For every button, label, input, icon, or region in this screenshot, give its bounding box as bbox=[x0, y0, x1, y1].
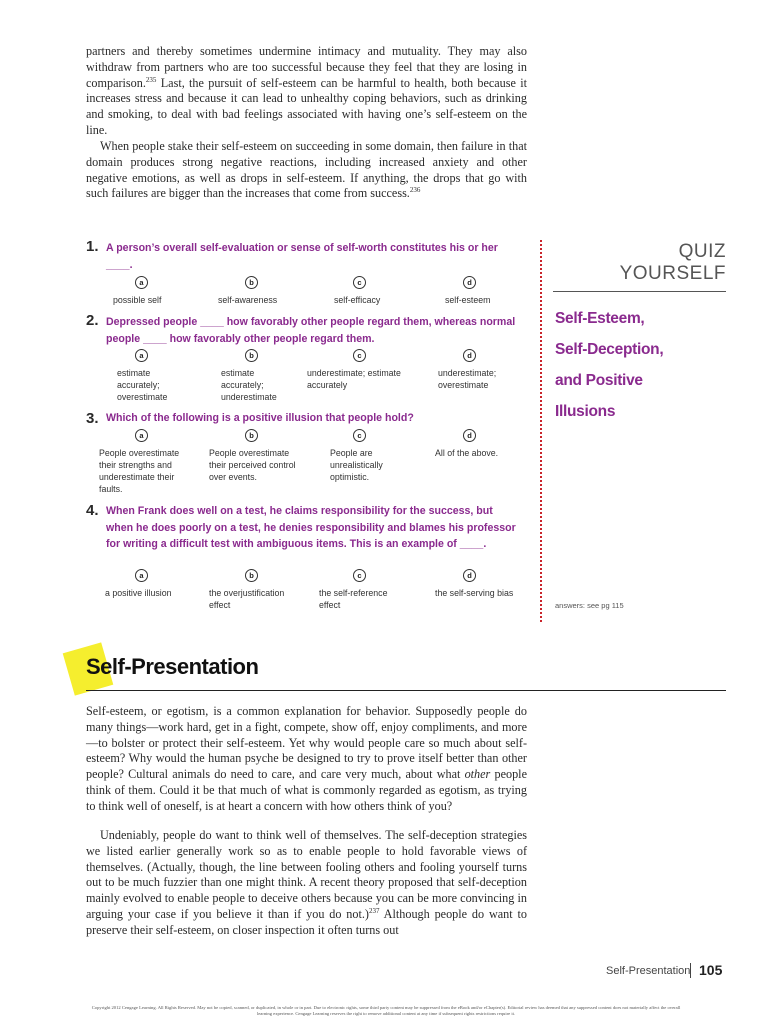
heading-rule bbox=[86, 690, 726, 691]
question-3-number: 3. bbox=[86, 410, 99, 427]
question-4-option-a: a positive illusion bbox=[105, 588, 172, 598]
question-3-option-b-marker[interactable]: b bbox=[245, 429, 258, 442]
section-heading: Self-Presentation bbox=[86, 654, 259, 679]
question-4-option-c: the self-reference effect bbox=[319, 588, 388, 610]
question-2-option-d-marker[interactable]: d bbox=[463, 349, 476, 362]
question-4-option-a-marker[interactable]: a bbox=[135, 569, 148, 582]
quiz-title-rule bbox=[553, 291, 726, 292]
quiz-title-line-1: QUIZ bbox=[678, 241, 726, 262]
question-3-text: Which of the following is a positive illusion that people hold? bbox=[106, 412, 414, 424]
copyright-notice: Copyright 2012 Cengage Learning. All Rights Reserved. May not be copied, scanned, or duplicated, in whole or in part. Due to electronic rights, some third party content may be suppressed from the eBook and/or eChapter(s). Editorial review has deemed that any suppressed content does not materially affect the overall learning experience. Cengage Learning reserves the right to remove additional content at any time if subsequent rights restrictions require it. bbox=[91, 1005, 681, 1016]
question-1-option-d: self-esteem bbox=[445, 295, 491, 305]
question-2-option-b-marker[interactable]: b bbox=[245, 349, 258, 362]
question-3-option-b: People overestimate their perceived control over events. bbox=[209, 448, 296, 482]
question-3-option-d: All of the above. bbox=[435, 448, 499, 458]
question-1-text: A person’s overall self-evaluation or sense of self-worth constitutes his or her ____. bbox=[106, 242, 498, 271]
quiz-title-line-2: YOURSELF bbox=[619, 263, 726, 284]
question-4-number: 4. bbox=[86, 502, 99, 519]
question-2-option-b: estimate accurately; underestimate bbox=[221, 368, 277, 402]
question-1-option-b-marker[interactable]: b bbox=[245, 276, 258, 289]
intro-paragraph-1: partners and thereby sometimes undermine intimacy and mutuality. They may also withdraw from partners who are too successful because they feel that they are losing in comparison.$^{235}$ Last, the pursuit of self-esteem can be harmful to health, both because it increases stress and because it can lead to unhealthy coping behaviors, such as drinking and smoking, to deal with bad feelings associated with having one’s self-esteem on the line. bbox=[86, 44, 527, 137]
question-3-option-a: People overestimate their strengths and underestimate their faults. bbox=[99, 448, 180, 494]
question-2-option-c-marker[interactable]: c bbox=[353, 349, 366, 362]
question-3-option-c: People are unrealistically optimistic. bbox=[330, 448, 383, 482]
answers-note: answers: see pg 115 bbox=[555, 601, 624, 610]
question-4-option-c-marker[interactable]: c bbox=[353, 569, 366, 582]
question-2-option-a-marker[interactable]: a bbox=[135, 349, 148, 362]
question-4-option-b: the overjustification effect bbox=[209, 588, 285, 610]
page-number: 105 bbox=[699, 962, 723, 978]
question-4-option-d-marker[interactable]: d bbox=[463, 569, 476, 582]
question-2-option-d: underestimate; overestimate bbox=[438, 368, 497, 390]
intro-paragraph-2: When people stake their self-esteem on succeeding in some domain, then failure in that domain produces strong negative reactions, including increased anxiety and other negative emotions, as well as drops in self-esteem. If anything, the drops that go with such failures are bigger than the increases that come from success.$^{236}$ bbox=[86, 139, 527, 201]
question-2-option-c: underestimate; estimate accurately bbox=[307, 368, 401, 390]
question-1-option-c: self-efficacy bbox=[334, 295, 381, 305]
section-paragraph-2: Undeniably, people do want to think well of themselves. The self-deception strategies we listed earlier generally work so as to enable people to hold favorable views of themselves. (Actually, though, the line between fooling others and fooling yourself turns out to be much fuzzier than one might think. A recent theory proposed that self-deception mainly evolved to enable people to deceive others because you can be more convincing in arguing your case if you believe it than if you do not.)$^{237}$ Although people do want to preserve their self-esteem, on closer inspection it often turns out bbox=[86, 828, 527, 937]
question-4-text: When Frank does well on a test, he claims responsibility for the success, but when he does poorly on a test, he denies responsibility and blames his professor for writing a difficult test with ambiguous items. This is an example of ____. bbox=[106, 505, 516, 550]
question-1-option-b: self-awareness bbox=[218, 295, 278, 305]
question-2-text: Depressed people ____ how favorably other people regard them, whereas normal people ____ how favorably other people regard them. bbox=[106, 316, 516, 345]
question-1-option-a-marker[interactable]: a bbox=[135, 276, 148, 289]
question-3-option-c-marker[interactable]: c bbox=[353, 429, 366, 442]
question-4-option-d: the self-serving bias bbox=[435, 588, 514, 598]
question-3-option-d-marker[interactable]: d bbox=[463, 429, 476, 442]
running-footer-label: Self-Presentation bbox=[606, 965, 691, 977]
footer-separator bbox=[690, 963, 691, 978]
question-2-number: 2. bbox=[86, 312, 99, 329]
question-1-option-d-marker[interactable]: d bbox=[463, 276, 476, 289]
question-1-option-a: possible self bbox=[113, 295, 162, 305]
question-3-option-a-marker[interactable]: a bbox=[135, 429, 148, 442]
quiz-divider bbox=[540, 240, 542, 622]
question-4-option-b-marker[interactable]: b bbox=[245, 569, 258, 582]
quiz-subtitle: Self-Esteem, Self-Deception, and Positive Illusions bbox=[555, 310, 664, 420]
question-1-number: 1. bbox=[86, 238, 99, 255]
question-2-option-a: estimate accurately; overestimate bbox=[117, 368, 168, 402]
question-1-option-c-marker[interactable]: c bbox=[353, 276, 366, 289]
section-paragraph-1: Self-esteem, or egotism, is a common explanation for behavior. Supposedly people do many things—work hard, get in a fight, compete, show off, enjoy compliments, and more—to bolster or protect their self-esteem. Yet why would people care so much about self-esteem? Why would the human psyche be designed to try to prove itself better than other people? Cultural animals do need to care, and care very much, about what other people think of them. Could it be that much of what is commonly regarded as egotism, as trying to think well of oneself, is at heart a concern with how others think of you? bbox=[86, 704, 527, 813]
